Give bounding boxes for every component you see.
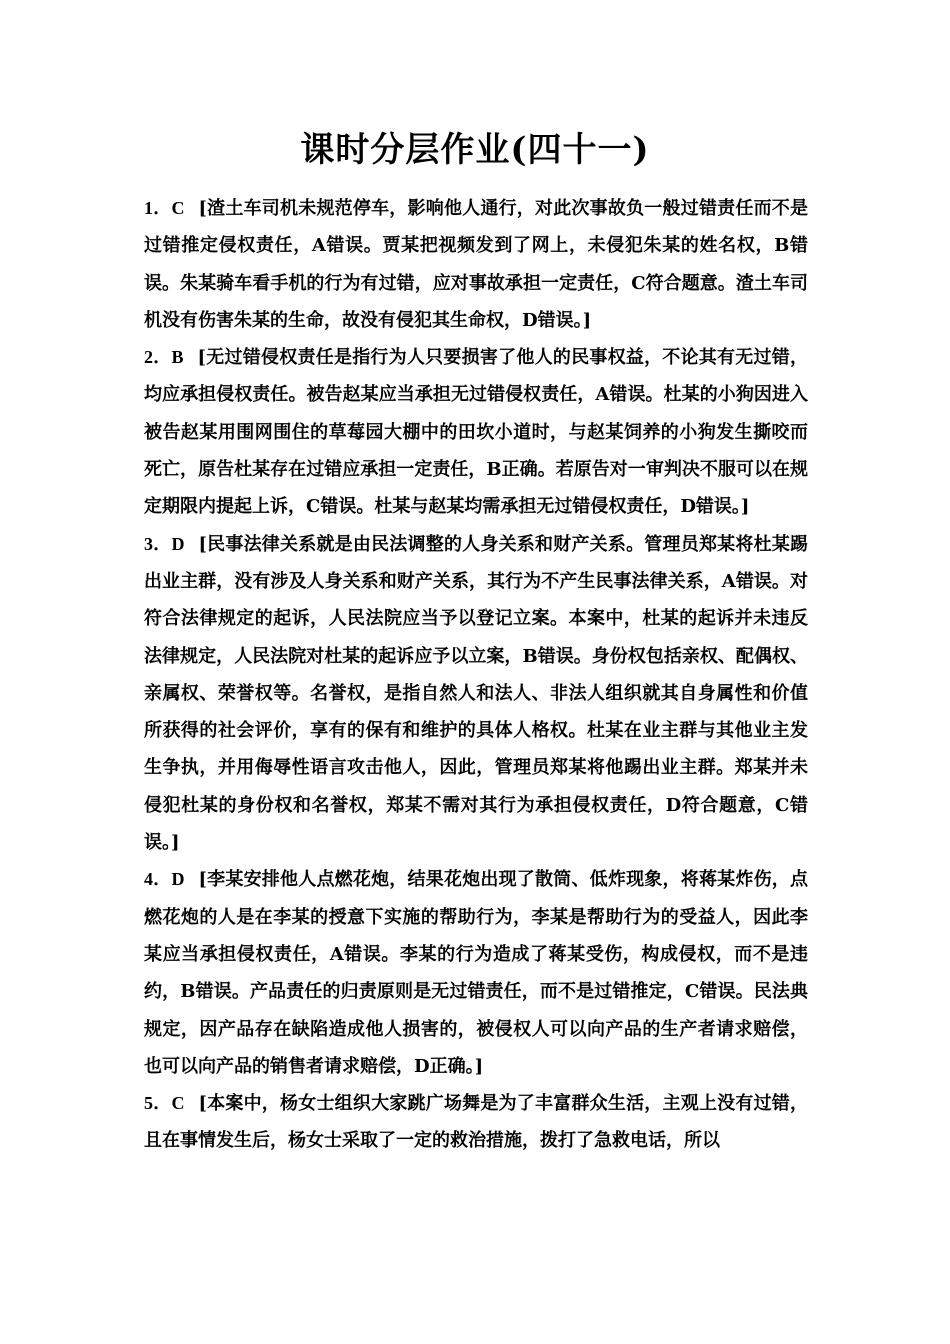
item-explanation: [本案中，杨女士组织大家跳广场舞是为了丰富群众生活，主观上没有过错，且在事情发生后，杨女士采取了一定的救治措施，拨打了急救电话，所以 bbox=[144, 1093, 809, 1152]
item-answer: B bbox=[171, 347, 184, 368]
item-number: 3． bbox=[144, 533, 172, 554]
item-number: 4． bbox=[144, 869, 172, 890]
item-explanation: [渣土车司机未规范停车，影响他人通行，对此次事故负一般过错责任而不是过错推定侵权责任，A错误。贾某把视频发到了网上，未侵犯朱某的姓名权，B错误。朱某骑车看手机的行为有过错，应对事故承担一定责任，C符合题意。渣土车司机没有伤害朱某的生命，故没有侵犯其生命权，D错误。] bbox=[144, 198, 809, 331]
item-explanation: [民事法律关系就是由民法调整的人身关系和财产关系。管理员郑某将杜某踢出业主群，没有涉及人身关系和财产关系，其行为不产生民事法律关系，A错误。对符合法律规定的起诉，人民法院应当予以登记立案。本案中，杜某的起诉并未违反法律规定，人民法院对杜某的起诉应予以立案，B错误。身份权包括亲权、配偶权、亲属权、荣誉权等。名誉权，是指自然人和法人、非法人组织就其自身属性和价值所获得的社会评价，享有的保有和维护的具体人格权。杜某在业主群与其他业主发生争执，并用侮辱性语言攻击他人，因此，管理员郑某将他踢出业主群。郑某并未侵犯杜某的身份权和名誉权，郑某不需对其行为承担侵权责任，D符合题意，C错误。] bbox=[144, 533, 809, 854]
item-number: 1． bbox=[144, 198, 172, 218]
answer-item-2 bbox=[144, 339, 808, 525]
item-answer: D bbox=[171, 869, 185, 890]
item-answer: C bbox=[171, 1093, 185, 1114]
answer-list bbox=[144, 190, 808, 1160]
item-explanation: [无过错侵权责任是指行为人只要损害了他人的民事权益，不论其有无过错，均应承担侵权责任。被告赵某应当承担无过错侵权责任，A错误。杜某的小狗因进入被告赵某用围网围住的草莓园大棚中的田坎小道时，与赵某饲养的小狗发生撕咬而死亡，原告杜某存在过错应承担一定责任，B正确。若原告对一审判决不服可以在规定期限内提起上诉，C错误。杜某与赵某均需承担无过错侵权责任，D错误。] bbox=[144, 347, 808, 518]
item-number: 2． bbox=[144, 347, 172, 368]
answer-item-1 bbox=[144, 190, 808, 339]
answer-item-3 bbox=[144, 526, 808, 862]
item-answer: D bbox=[171, 533, 185, 554]
item-answer: C bbox=[171, 198, 185, 218]
answer-item-5 bbox=[144, 1085, 808, 1160]
answer-item-4 bbox=[144, 861, 808, 1085]
item-number: 5． bbox=[144, 1093, 172, 1114]
item-explanation: [李某安排他人点燃花炮，结果花炮出现了散筒、低炸现象，将蒋某炸伤，点燃花炮的人是在李某的授意下实施的帮助行为，李某是帮助行为的受益人，因此李某应当承担侵权责任，A错误。李某的行为造成了蒋某受伤，构成侵权，而不是违约，B错误。产品责任的归责原则是无过错责任，而不是过错推定，C错误。民法典规定，因产品存在缺陷造成他人损害的，被侵权人可以向产品的生产者请求赔偿，也可以向产品的销售者请求赔偿，D正确。] bbox=[144, 869, 809, 1077]
page-title: 课时分层作业(四十一) bbox=[300, 130, 650, 170]
